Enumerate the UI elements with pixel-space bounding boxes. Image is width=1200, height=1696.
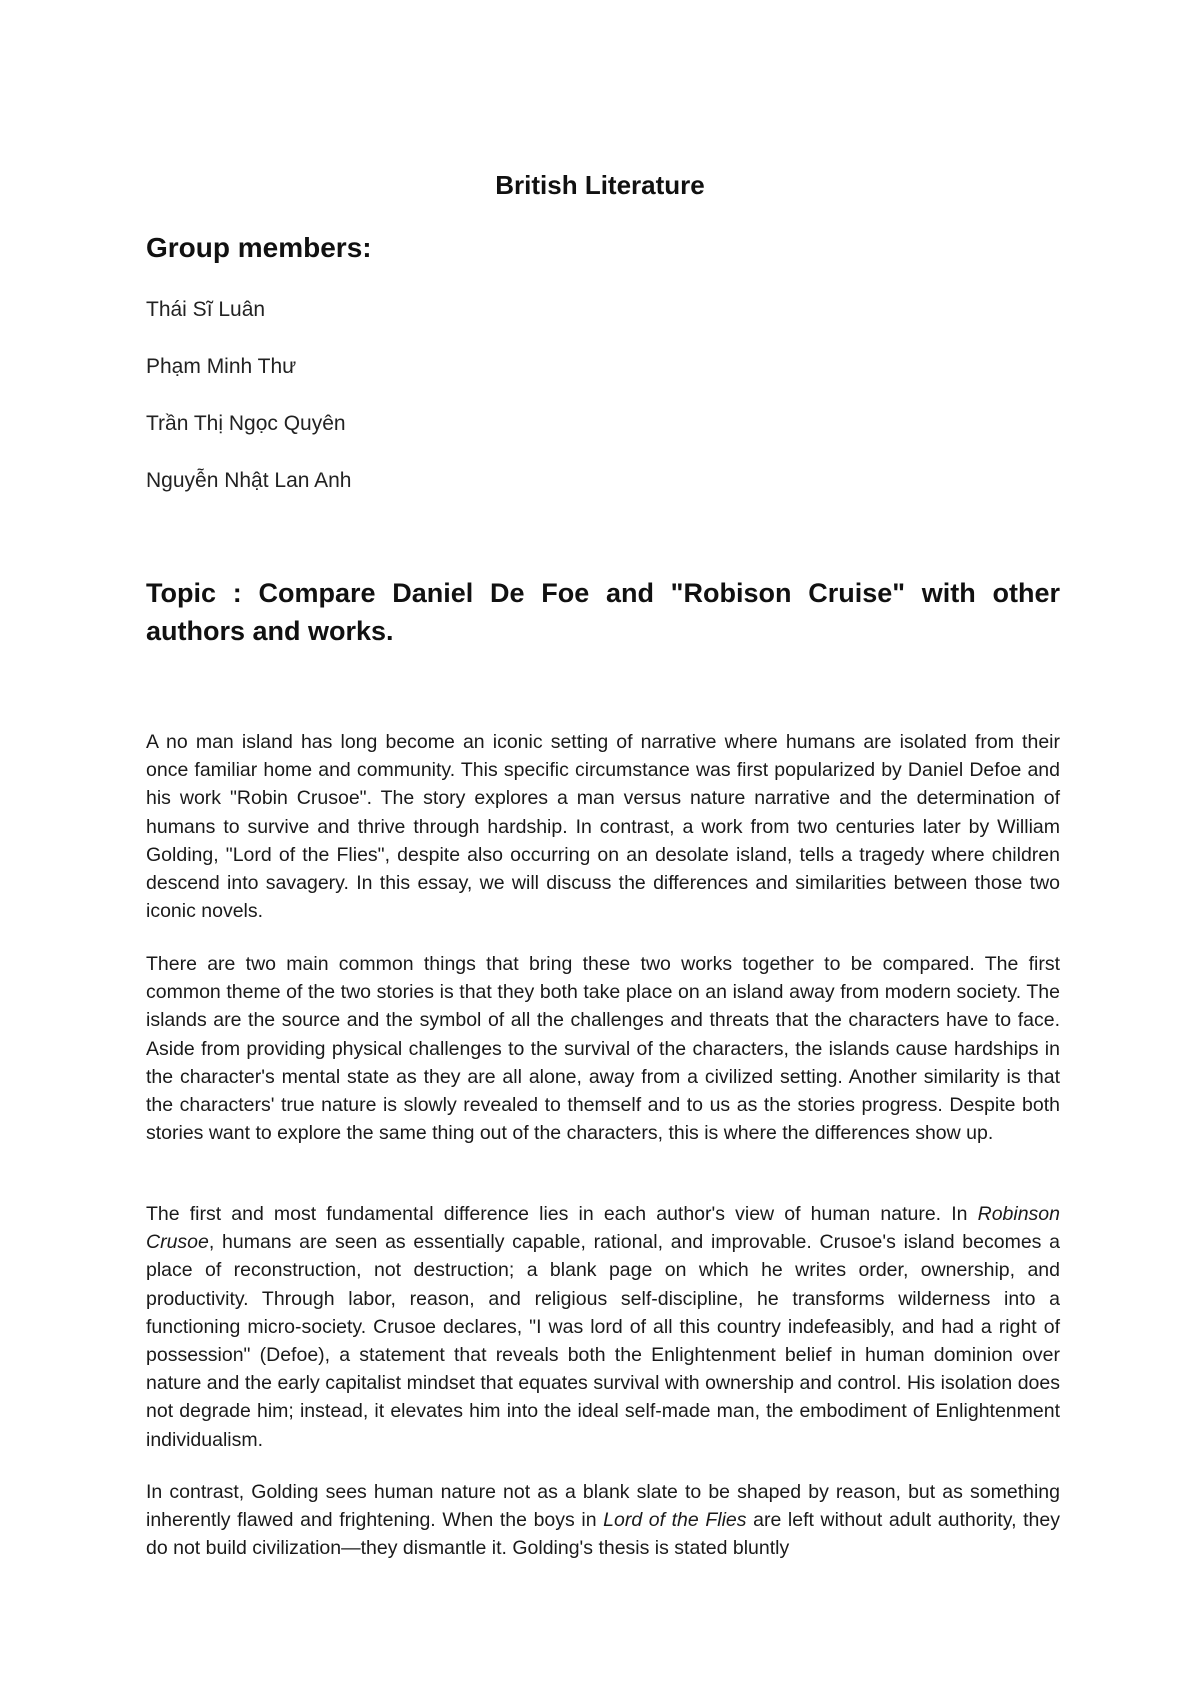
member-name: Thái Sĩ Luân <box>146 298 266 321</box>
topic-heading: Topic : Compare Daniel De Foe and "Robison Cruise" with other authors and works. <box>146 578 1060 646</box>
member-name: Trần Thị Ngọc Quyên <box>146 412 346 435</box>
paragraph-text: The first and most fundamental difference lies in each author's view of human nature. In <box>146 1203 978 1225</box>
paragraph-human-nature-defoe <box>146 1200 1060 1454</box>
paragraph-human-nature-golding <box>146 1478 1060 1563</box>
book-title-italic: Lord of the Flies <box>603 1509 747 1532</box>
paragraph-text: In contrast, Golding sees human nature not as a blank slate to be shaped by reason, but as something inherently flawed and frightening. When the boys in <box>146 1481 1060 1532</box>
document-title: British Literature <box>495 170 705 200</box>
paragraph-text: , humans are seen as essentially capable, rational, and improvable. Crusoe's island becomes a place of reconstruction, not destruction; a blank page on which he writes order, ownership, and productivity. Through labor, reason, and religious self-discipline, he transforms wilderness into a functioning micro-society. Crusoe declares, "I was lord of all this country indefeasibly, and had a right of possession" (Defoe), a statement that reveals both the Enlightenment belief in human dominion over nature and the early capitalist mindset that equates survival with ownership and control. His isolation does not degrade him; instead, it elevates him into the ideal self-made man, the embodiment of Enlightenment individualism. <box>146 1231 1060 1451</box>
paragraph-intro: A no man island has long become an iconic setting of narrative where humans are isolated from their once familiar home and community. This specific circumstance was first popularized by Daniel Defoe and his work "Robin Crusoe". The story explores a man versus nature narrative and the determination of humans to survive and thrive through hardship. In contrast, a work from two centuries later by William Golding, "Lord of the Flies", despite also occurring on an desolate island, tells a tragedy where children descend into savagery. In this essay, we will discuss the differences and similarities between those two iconic novels. <box>146 731 1060 923</box>
member-name: Nguyễn Nhật Lan Anh <box>146 469 352 492</box>
paragraph-text: are left without adult authority, they do not build civilization—they dismantle it. Golding's thesis is stated bluntly <box>146 1509 1060 1560</box>
member-name: Phạm Minh Thư <box>146 355 297 378</box>
group-members-heading: Group members: <box>146 232 372 263</box>
paragraph-similarities: There are two main common things that bring these two works together to be compared. The first common theme of the two stories is that they both take place on an island away from modern society. The islands are the source and the symbol of all the challenges and threats that the characters have to face. Aside from providing physical challenges to the survival of the characters, the islands cause hardships in the character's mental state as they are all alone, away from a civilized setting. Another similarity is that the characters' true nature is slowly revealed to themself and to us as the stories progress. Despite both stories want to explore the same thing out of the characters, this is where the differences show up. <box>146 953 1060 1145</box>
book-title-italic: Robinson Crusoe <box>146 1203 1060 1254</box>
